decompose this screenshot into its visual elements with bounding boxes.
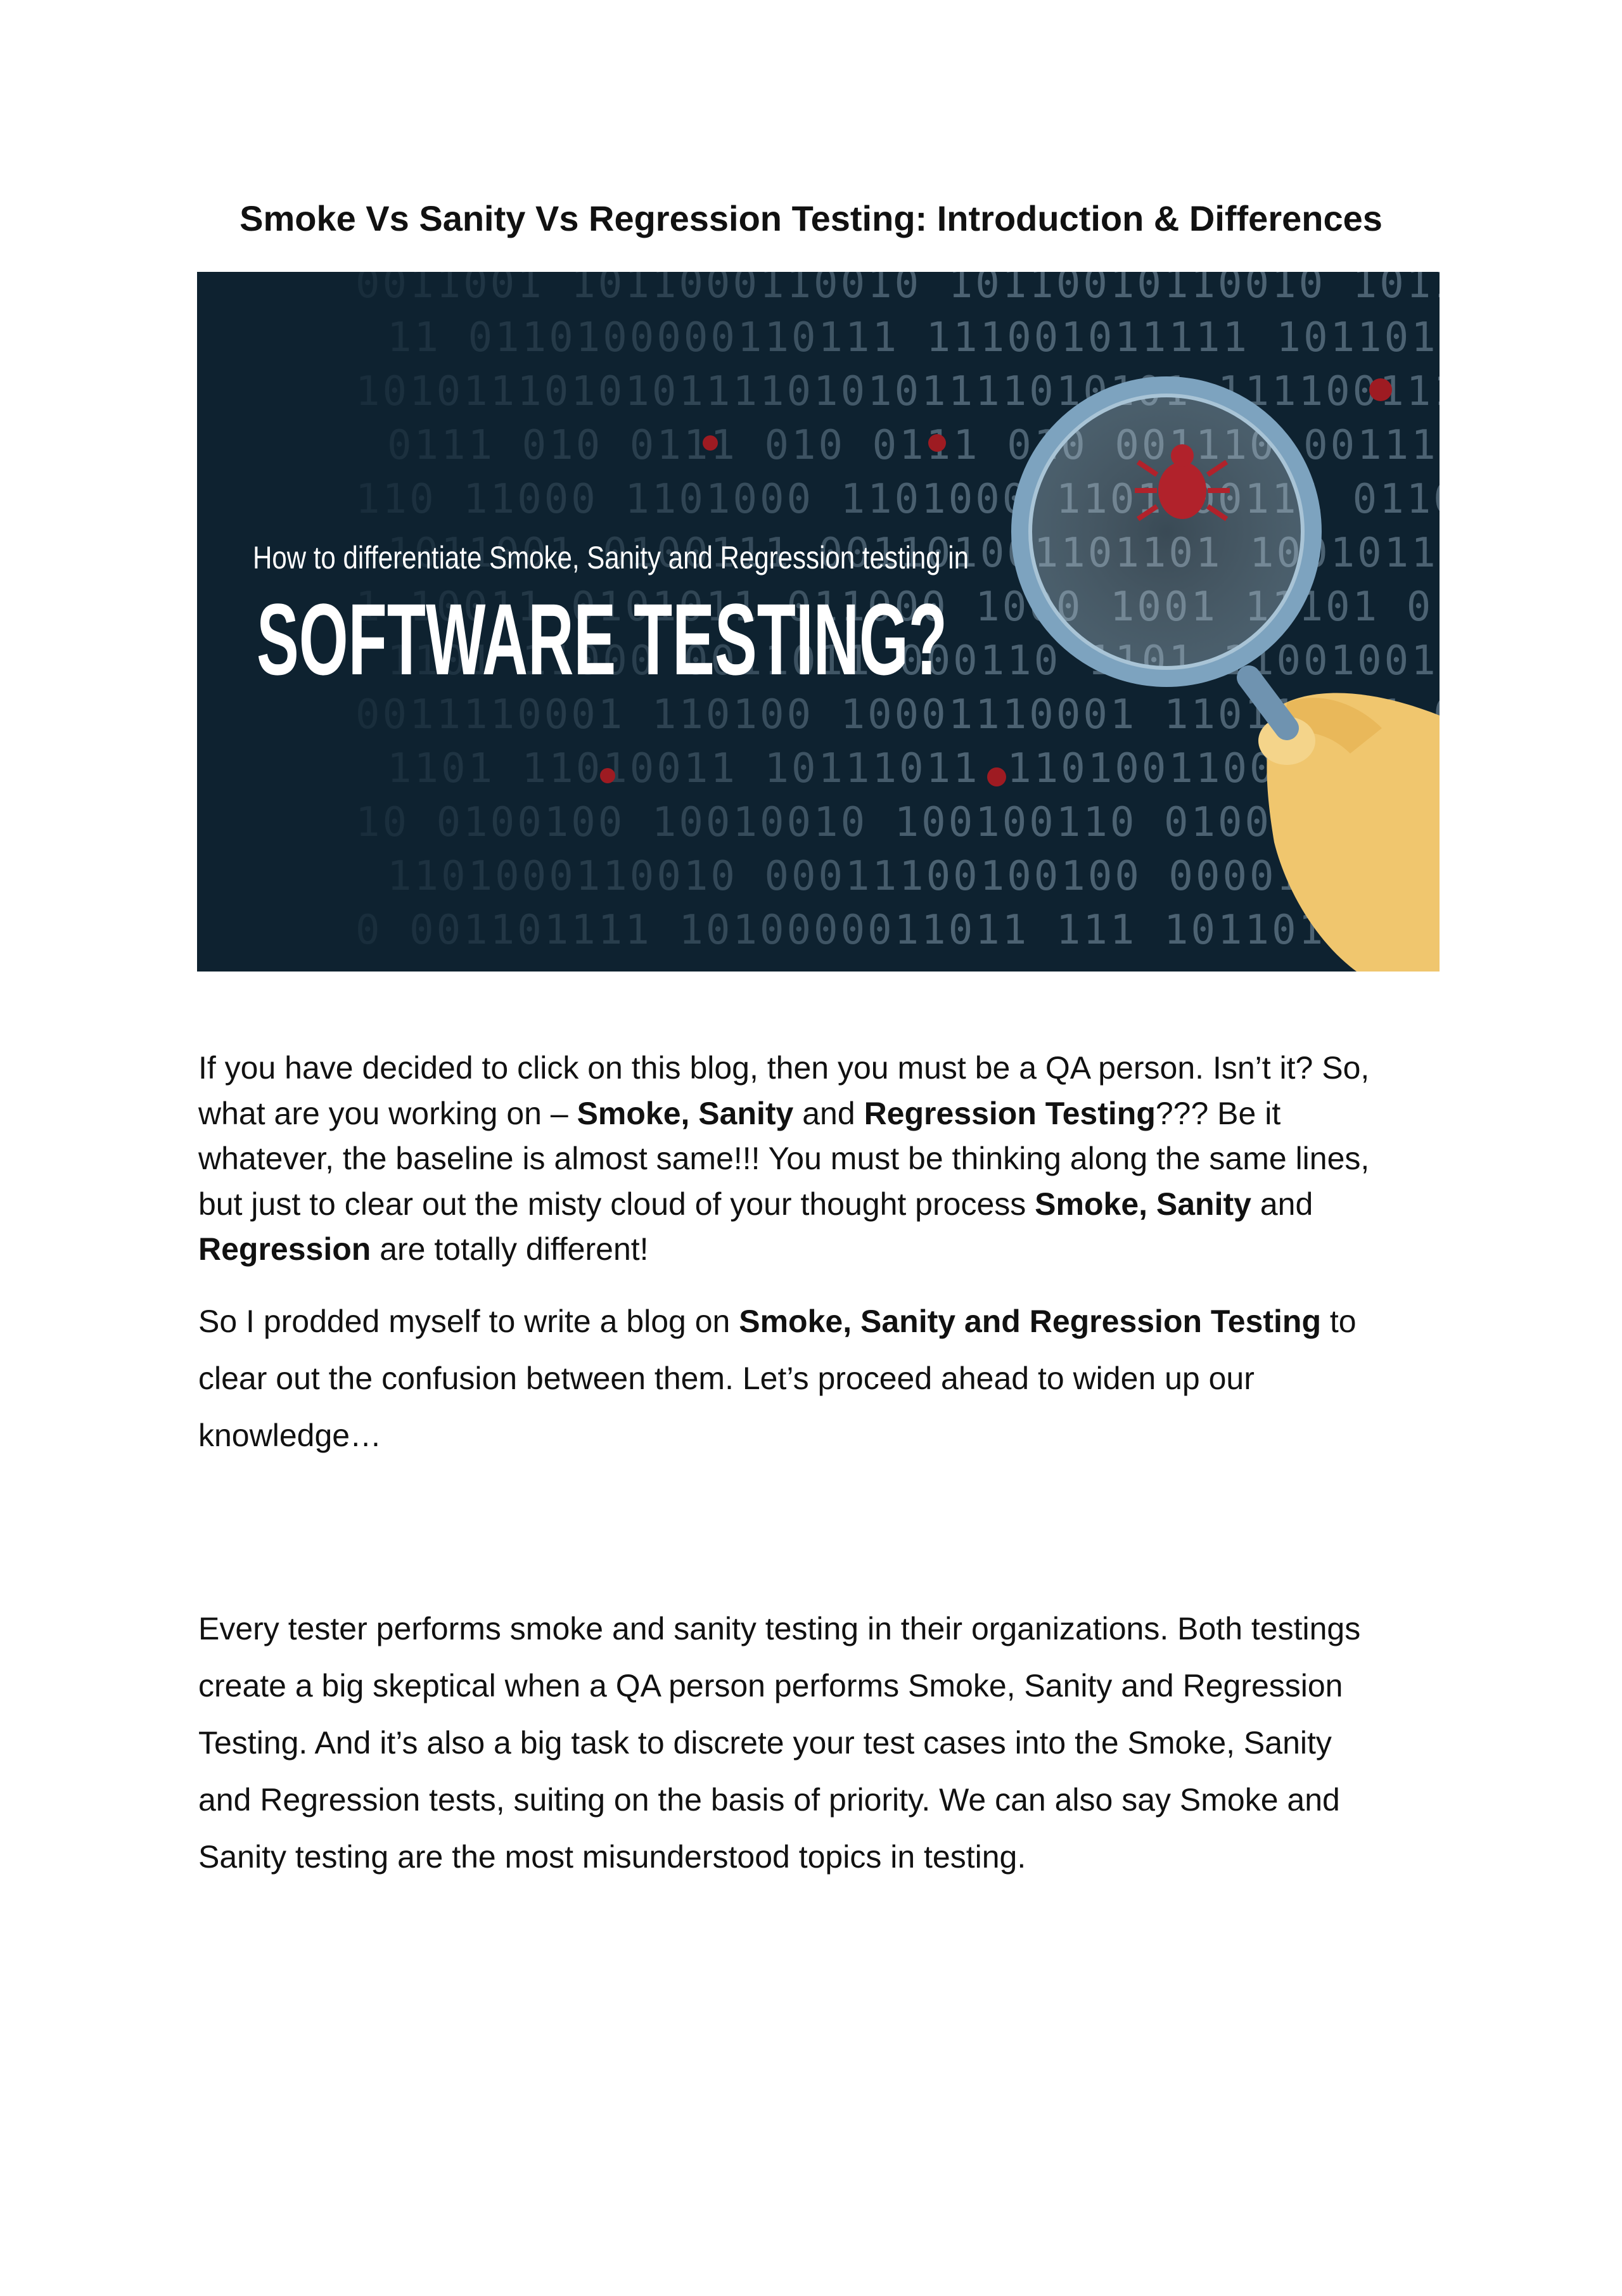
page-title: Smoke Vs Sanity Vs Regression Testing: Introduction & Differences: [239, 198, 1383, 238]
text-span: So I prodded myself to write a blog on: [198, 1304, 739, 1339]
text-line: [198, 1046, 1440, 1091]
text-span: and: [793, 1095, 864, 1131]
text-line: [198, 1714, 1440, 1771]
text-span: knowledge…: [198, 1418, 382, 1453]
text-line: [198, 1600, 1440, 1657]
text-line: [198, 1828, 1440, 1885]
text-line: [198, 1350, 1440, 1407]
text-span: clear out the confusion between them. Let’s proceed ahead to widen up our: [198, 1361, 1255, 1396]
text-span: Testing. And it’s also a big task to discrete your test cases into the Smoke, Sanity: [198, 1725, 1332, 1760]
text-span: are totally different!: [371, 1231, 649, 1267]
text-span: whatever, the baseline is almost same!!! You must be thinking along the same lines,: [198, 1141, 1370, 1176]
text-line: [198, 1657, 1440, 1714]
banner-headline: SOFTWARE TESTING?: [257, 582, 947, 696]
text-line: [198, 1182, 1440, 1228]
text-line: [198, 1293, 1440, 1350]
text-line: [198, 1407, 1440, 1464]
bold-text: Regression: [198, 1231, 371, 1267]
text-span: ??? Be it: [1155, 1095, 1281, 1131]
text-span: Every tester performs smoke and sanity testing in their organizations. Both testings: [198, 1611, 1361, 1646]
bold-text: Regression Testing: [864, 1095, 1156, 1131]
intro-paragraph: [198, 1046, 1440, 1273]
text-line: [198, 1227, 1440, 1273]
banner-subtitle: How to differentiate Smoke, Sanity and Regression testing in: [253, 540, 969, 575]
text-span: Sanity testing are the most misunderstood topics in testing.: [198, 1839, 1026, 1875]
text-span: to: [1321, 1304, 1357, 1339]
purpose-paragraph: [198, 1293, 1440, 1464]
text-span: what are you working on –: [198, 1095, 577, 1131]
text-span: create a big skeptical when a QA person performs Smoke, Sanity and Regression: [198, 1668, 1343, 1703]
bold-text: Smoke, Sanity and Regression Testing: [739, 1304, 1321, 1339]
text-span: If you have decided to click on this blog, then you must be a QA person. Isn’t it? So,: [198, 1050, 1370, 1086]
bold-text: Smoke, Sanity: [577, 1095, 794, 1131]
bold-text: Smoke, Sanity: [1035, 1186, 1251, 1222]
text-span: and Regression tests, suiting on the basis of priority. We can also say Smoke and: [198, 1782, 1340, 1818]
text-span: and: [1251, 1186, 1313, 1222]
banner-image: [197, 272, 1440, 972]
text-line: [198, 1136, 1440, 1182]
text-line: [198, 1091, 1440, 1137]
text-span: but just to clear out the misty cloud of your thought process: [198, 1186, 1035, 1222]
overview-paragraph: [198, 1600, 1440, 1885]
text-line: [198, 1771, 1440, 1828]
